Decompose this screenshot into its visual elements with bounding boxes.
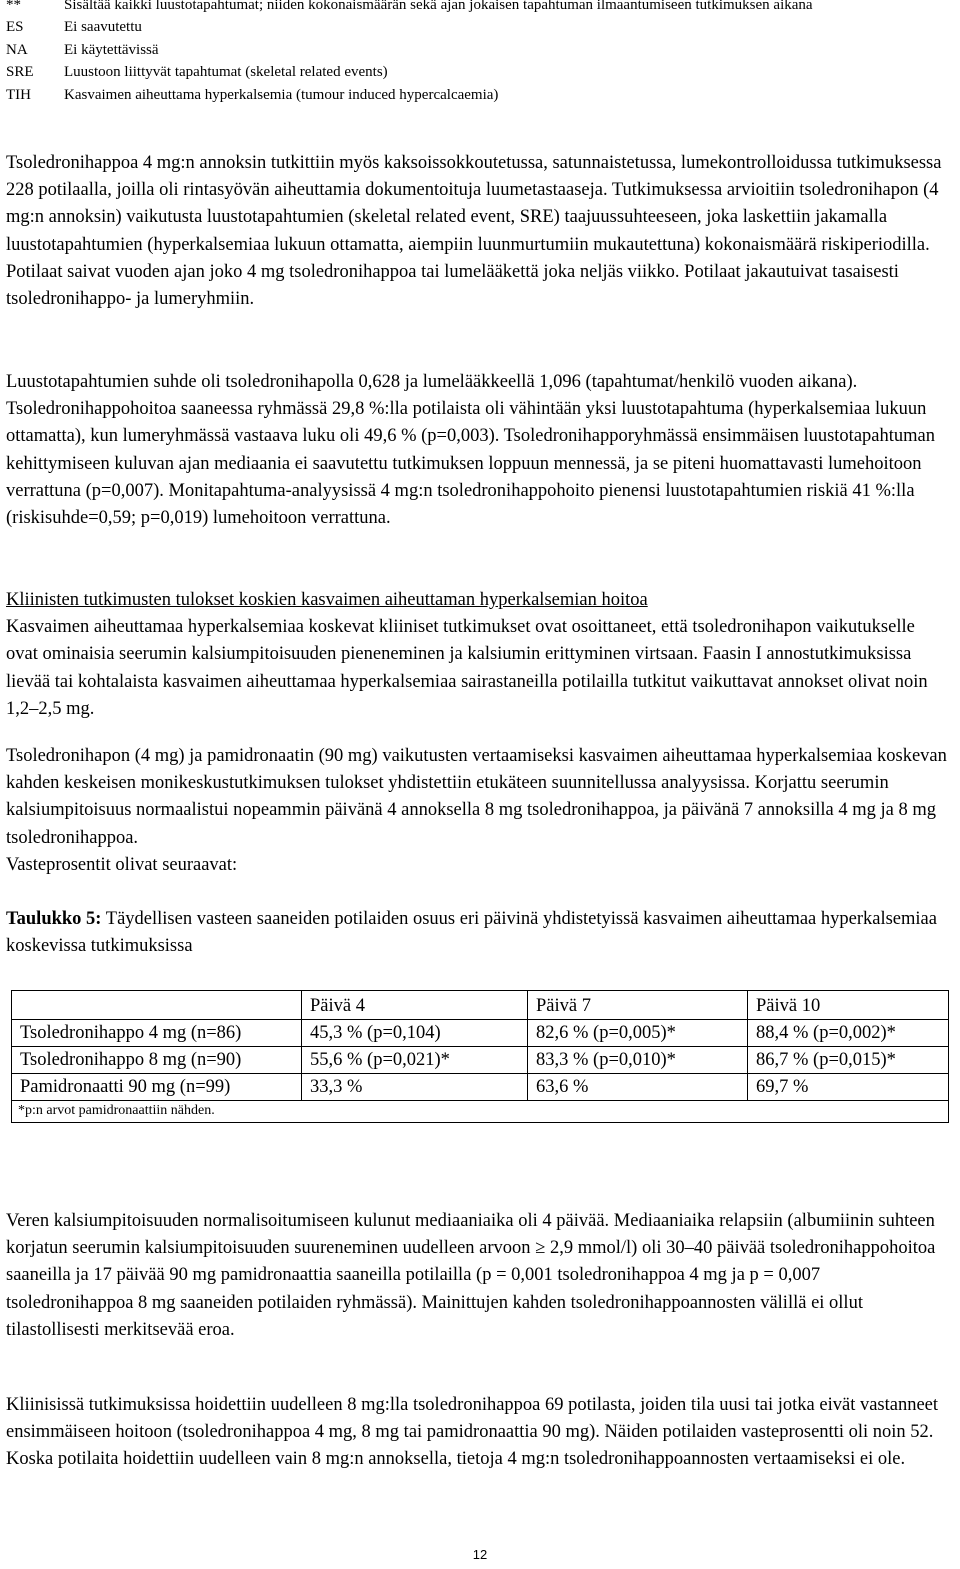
table-row	[12, 1074, 949, 1101]
table-footnote: *p:n arvot pamidronaattiin nähden.	[12, 1101, 949, 1123]
abbreviation-row	[6, 39, 956, 61]
section-heading: Kliinisten tutkimusten tulokset koskien kasvaimen aiheuttaman hyperkalsemian hoitoa	[6, 590, 648, 610]
abbreviation-key: TIH	[6, 86, 31, 103]
abbreviation-row	[6, 16, 956, 38]
abbreviation-value: Luustoon liittyvät tapahtumat (skeletal related events)	[64, 64, 388, 81]
abbreviation-value: Ei käytettävissä	[64, 41, 159, 58]
abbreviation-row	[6, 61, 956, 83]
abbreviation-row	[6, 84, 956, 106]
table-row	[12, 1047, 949, 1074]
abbreviation-key: NA	[6, 41, 28, 58]
page-number: 12	[472, 1547, 488, 1562]
table-cell: 86,7 % (p=0,015)*	[748, 1047, 949, 1074]
response-table	[11, 990, 949, 1123]
table-cell: 33,3 %	[302, 1074, 528, 1101]
table-cell: 69,7 %	[748, 1074, 949, 1101]
paragraph-tih-intro: Kasvaimen aiheuttamaa hyperkalsemiaa koskevat kliiniset tutkimukset ovat osoittaneet, että tsoledronihapon vaikutukselle ovat ominaisia seerumin kalsiumpitoisuuden pieneneminen ja kalsiumin erittyminen virtsaan. Faasin I annostutkimuksissa lievää tai kohtalaista kasvaimen aiheuttamaa hyperkalsemiaa sairastaneilla potilailla tutkitut vaikuttavat annokset olivat noin 1,2–2,5 mg.	[6, 617, 928, 719]
table-header-cell: Päivä 4	[302, 991, 528, 1020]
paragraph-retreatment: Kliinisissä tutkimuksissa hoidettiin uudelleen 8 mg:lla tsoledronihappoa 69 potilasta, joiden tila uusi tai jotka eivät vastanneet ensimmäiseen hoitoon (tsoledronihappoa 4 mg, 8 mg tai pamidronaattia 90 mg). Näiden potilaiden vasteprosentti oli noin 52. Koska potilaita hoidettiin uudelleen vain 8 mg:n annoksella, tietoja 4 mg:n tsoledronihappoannosten vertaamiseksi ei ole.	[6, 1395, 939, 1470]
paragraph-normalisation: Veren kalsiumpitoisuuden normalisoitumiseen kulunut mediaaniaika oli 4 päivää. Mediaaniaika relapsiin (albumiinin suhteen korjatun seerumin kalsiumpitoisuuden suureneminen uudelleen arvoon ≥ 2,9 mmol/l) oli 30–40 päivää tsoledronihappohoitoa saaneilla ja 17 päivää 90 mg pamidronaattia saaneilla potilailla (p = 0,001 tsoledronihappoa 4 mg ja p = 0,007 tsoledronihappoa 8 mg saaneiden potilaiden ryhmässä). Mainittujen kahden tsoledronihappoannosten välillä ei ollut tilastollisesti merkitsevää eroa.	[6, 1211, 936, 1340]
abbreviation-key: SRE	[6, 64, 34, 81]
table-row	[12, 1020, 949, 1047]
table-cell: 82,6 % (p=0,005)*	[528, 1020, 748, 1047]
table-cell: 83,3 % (p=0,010)*	[528, 1047, 748, 1074]
table-header-cell: Päivä 10	[748, 991, 949, 1020]
paragraph-sre-results: Luustotapahtumien suhde oli tsoledronihapolla 0,628 ja lumelääkkeellä 1,096 (tapahtumat/henkilö vuoden aikana). Tsoledronihappohoitoa saaneessa ryhmässä 29,8 %:lla potilaista oli vähintään yksi luustotapahtuma (hyperkalsemiaa lukuun ottamatta), kun lumeryhmässä vastaava luku oli 49,6 % (p=0,003). Tsoledronihapporyhmässä ensimmäisen luustotapahtuman kehittymiseen kuluvan ajan mediaania ei saavutettu tutkimuksen loppuun mennessä, ja se piteni huomattavasti lumehoitoon verrattuna (p=0,007). Monitapahtuma-analyysissä 4 mg:n tsoledronihappohoito pienensi luustotapahtumien riskiä 41 %:lla (riskisuhde=0,59; p=0,019) lumehoitoon verrattuna.	[6, 372, 935, 529]
abbreviation-key: **	[6, 0, 21, 13]
table-cell: 55,6 % (p=0,021)*	[302, 1047, 528, 1074]
abbreviation-value: Kasvaimen aiheuttama hyperkalsemia (tumour induced hypercalcaemia)	[64, 86, 499, 103]
paragraph-response-intro: Vasteprosentit olivat seuraavat:	[6, 854, 238, 875]
abbreviation-value: Sisältää kaikki luustotapahtumat; niiden kokonaismäärän sekä ajan jokaisen tapahtuman ilmaantumiseen tutkimuksen aikana	[64, 0, 813, 13]
table-cell: Pamidronaatti 90 mg (n=99)	[12, 1074, 302, 1101]
table-cell: 88,4 % (p=0,002)*	[748, 1020, 949, 1047]
abbreviation-key: ES	[6, 19, 24, 36]
table-cell: Tsoledronihappo 4 mg (n=86)	[12, 1020, 302, 1047]
table-cell: Tsoledronihappo 8 mg (n=90)	[12, 1047, 302, 1074]
table-footnote-row	[12, 1101, 949, 1123]
table-caption-label: Taulukko 5:	[6, 909, 102, 929]
table-caption-text: Täydellisen vasteen saaneiden potilaiden osuus eri päivinä yhdistetyissä kasvaimen aiheuttamaa hyperkalsemiaa koskevissa tutkimuksissa	[6, 909, 937, 957]
table-header-cell: Päivä 7	[528, 991, 748, 1020]
table-header-cell	[12, 991, 302, 1020]
table-caption	[6, 906, 950, 960]
paragraph-study-description: Tsoledronihappoa 4 mg:n annoksin tutkittiin myös kaksoissokkoutetussa, satunnaistetussa, lumekontrolloidussa tutkimuksessa 228 potilaalla, joilla oli rintasyövän aiheuttamia dokumentoituja luumetastaaseja. Tutkimuksessa arvioitiin tsoledronihapon (4 mg:n annoksin) vaikutusta luustotapahtumien (skeletal related event, SRE) taajuussuhteeseen, joka laskettiin jakamalla luustotapahtumien (hyperkalsemiaa lukuun ottamatta, aiempiin luunmurtumiin mukautettuna) kokonaismäärä riskiperiodilla. Potilaat saivat vuoden ajan joko 4 mg tsoledronihappoa tai lumelääkettä joka neljäs viikko. Potilaat jakautuivat tasaisesti tsoledronihappo- ja lumeryhmiin.	[6, 153, 942, 310]
abbreviation-row	[6, 0, 956, 16]
abbreviation-list	[6, 0, 956, 106]
abbreviation-value: Ei saavutettu	[64, 19, 142, 36]
paragraph-comparison: Tsoledronihapon (4 mg) ja pamidronaatin (90 mg) vaikutusten vertaamiseksi kasvaimen aiheuttamaa hyperkalsemiaa koskevan kahden keskeisen monikeskustutkimuksen tulokset yhdistettiin etukäteen suunnitellussa analyysissa. Korjattu seerumin kalsiumpitoisuus normaalistui nopeammin päivänä 4 annoksella 8 mg tsoledronihappoa, ja päivänä 7 annoksilla 4 mg ja 8 mg tsoledronihappoa.	[6, 746, 947, 848]
table-header-row	[12, 991, 949, 1020]
table-cell: 45,3 % (p=0,104)	[302, 1020, 528, 1047]
table-cell: 63,6 %	[528, 1074, 748, 1101]
